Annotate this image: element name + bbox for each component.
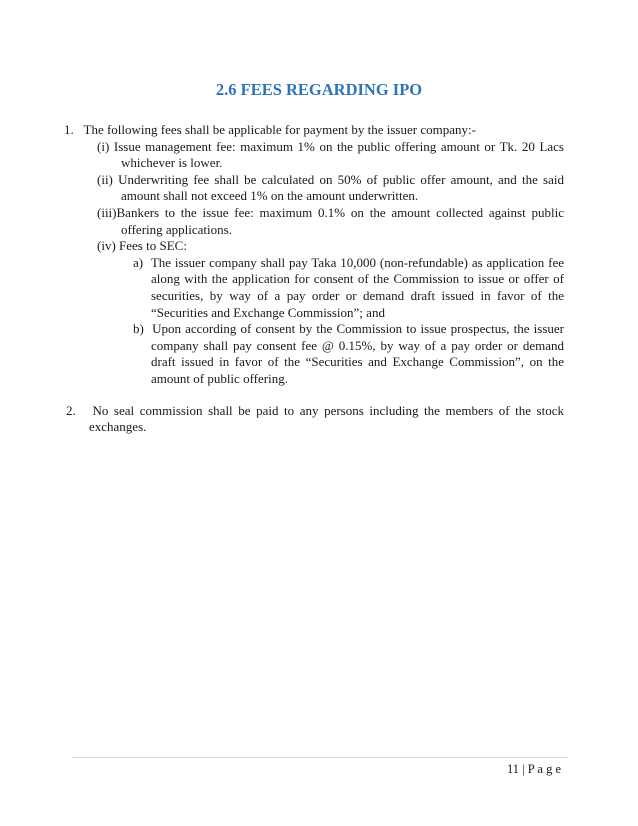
page-label: P a g e bbox=[527, 762, 561, 776]
sub-item-i bbox=[64, 139, 564, 172]
sub-item-text: Issue management fee: maximum 1% on the public offering amount or Tk. 20 Lacs whichever is lower. bbox=[113, 138, 564, 171]
list-item-text: The following fees shall be applicable for payment by the issuer company:- bbox=[83, 122, 476, 137]
section-heading: 2.6 FEES REGARDING IPO bbox=[215, 80, 423, 99]
list-marker: 2. bbox=[66, 402, 76, 418]
sub-item-iv-b bbox=[64, 321, 564, 387]
list-item-1 bbox=[64, 122, 564, 139]
document-body bbox=[64, 122, 564, 436]
alpha-marker: a) bbox=[133, 254, 144, 270]
alpha-item-text: Upon according of consent by the Commission to issue prospectus, the issuer company shall pay consent fee @ 0.15%, by way of a pay order or demand draft issued in favor of the “Securities and Exchange Commission”, on the amount of public offering. bbox=[151, 321, 564, 386]
sub-marker: (ii) bbox=[97, 171, 113, 187]
alpha-marker: b) bbox=[133, 321, 144, 337]
sub-item-iv bbox=[64, 238, 564, 255]
page-number: 11 bbox=[506, 762, 520, 776]
sub-item-text: Bankers to the issue fee: maximum 0.1% on the amount collected against public offering applications. bbox=[116, 204, 564, 237]
list-item-2 bbox=[64, 403, 564, 436]
list-item-text: No seal commission shall be paid to any persons including the members of the stock exchanges. bbox=[89, 402, 565, 435]
sub-item-ii bbox=[64, 172, 564, 205]
list-marker: 1. bbox=[64, 122, 74, 137]
page-footer bbox=[507, 762, 561, 777]
sub-item-text: Fees to SEC: bbox=[119, 238, 187, 254]
footer-separator: | bbox=[522, 762, 525, 776]
footer-divider bbox=[72, 757, 568, 758]
alpha-item-text: The issuer company shall pay Taka 10,000 (non-refundable) as application fee along with the application for consent of the Commission to issue or offer of securities, by way of a pay order or demand draft issued in favor of the “Securities and Exchange Commission”; and bbox=[150, 254, 564, 320]
sub-marker: (i) bbox=[97, 138, 110, 154]
sub-marker: (iii) bbox=[97, 204, 117, 220]
sub-marker: (iv) bbox=[97, 238, 116, 254]
sub-item-iii bbox=[64, 205, 564, 238]
sub-item-text: Underwriting fee shall be calculated on 50% of public offer amount, and the said amount shall not exceed 1% on the amount underwritten. bbox=[118, 171, 565, 204]
sub-item-iv-a bbox=[64, 255, 564, 321]
